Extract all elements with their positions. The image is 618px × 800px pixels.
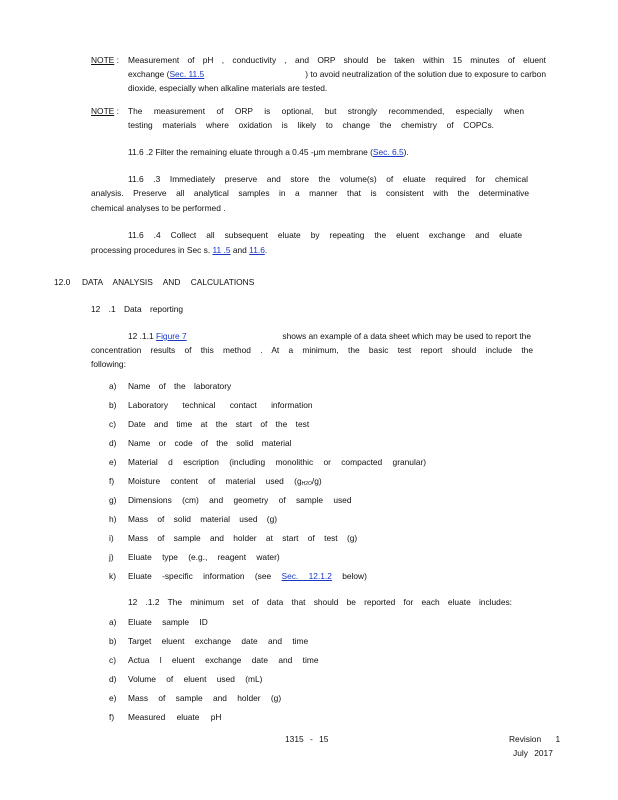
- list-item: f) Moisture content of material used $(g_{H2O}/g)$: [109, 476, 322, 487]
- paragraph-line: concentration results of this method . At a minimum, the basic test report should include the: [91, 345, 533, 355]
- list-item: f) Measured eluate pH: [109, 712, 222, 722]
- note-text-line: dioxide, especially when alkaline materials are tested.: [128, 83, 328, 93]
- list-item: b) Target eluent exchange date and time: [109, 636, 309, 646]
- list-item: b) Laboratory technical contact information: [109, 400, 313, 410]
- list-item: a) Eluate sample ID: [109, 617, 208, 627]
- page-number: 1315 - 15: [285, 734, 329, 744]
- note-text-line: testing materials where oxidation is likely to change the chemistry of COPCs.: [128, 120, 494, 130]
- paragraph-line: processing procedures in Sec s. 11 .5 and 11.6.: [91, 245, 268, 255]
- section-title: DATA ANALYSIS AND CALCULATIONS: [82, 277, 255, 287]
- list-item: e) Mass of sample and holder (g): [109, 693, 282, 703]
- paragraph-line: analysis. Preserve all analytical samples in a manner that is consistent with the determinative: [91, 188, 529, 198]
- list-item: e) Material d escription (including monolithic or compacted granular): [109, 457, 427, 467]
- sec-6-5-link[interactable]: Sec. 6.5: [372, 147, 404, 157]
- paragraph-line: 12 .1.1 Figure 7 shows an example of a data sheet which may be used to report the: [128, 331, 531, 341]
- list-item: k) Eluate -specific information (see Sec. 12.1.2 below): [109, 571, 367, 581]
- paragraph-line: following:: [91, 359, 126, 369]
- paragraph-line: 11.6 .4 Collect all subsequent eluate by repeating the eluent exchange and eluate: [128, 230, 522, 240]
- note-text-line: Measurement of pH , conductivity , and ORP should be taken within 15 minutes of eluent: [128, 55, 546, 65]
- paragraph-line: 12 .1.2 The minimum set of data that should be reported for each eluate includes:: [128, 597, 512, 607]
- revision-label: Revision 1: [509, 734, 561, 744]
- paragraph-11-6-2: 11.6 .2 Filter the remaining eluate through a 0.45 -μm membrane (Sec. 6.5).: [128, 147, 409, 157]
- paragraph-line: 11.6 .3 Immediately preserve and store the volume(s) of eluate required for chemical: [128, 174, 528, 184]
- list-item: i) Mass of sample and holder at start of test (g): [109, 533, 358, 543]
- note-text-line: The measurement of ORP is optional, but strongly recommended, especially when: [128, 106, 524, 116]
- section-number: 12.0: [54, 277, 71, 287]
- list-item: c) Date and time at the start of the test: [109, 419, 310, 429]
- list-item: d) Name or code of the solid material: [109, 438, 292, 448]
- sec-12-1-2-link[interactable]: Sec. 12.1.2: [281, 571, 332, 581]
- list-item: a) Name of the laboratory: [109, 381, 232, 391]
- list-item: c) Actua l eluent exchange date and time: [109, 655, 319, 665]
- sec-11-5-link[interactable]: 11 .5: [212, 245, 231, 255]
- sec-11-6-link[interactable]: 11.6: [249, 245, 265, 255]
- note-text-line: exchange (Sec. 11.5 ) to avoid neutralization of the solution due to exposure to carbon: [128, 69, 546, 79]
- list-item: d) Volume of eluent used (mL): [109, 674, 263, 684]
- note-label: NOTE :: [91, 106, 119, 116]
- paragraph-line: chemical analyses to be performed .: [91, 203, 226, 213]
- figure-7-link[interactable]: Figure 7: [155, 331, 187, 341]
- subsection-heading: 12 .1 Data reporting: [91, 304, 184, 314]
- list-item: j) Eluate type (e.g., reagent water): [109, 552, 280, 562]
- sec-11-5-link[interactable]: Sec. 11.5: [169, 69, 205, 79]
- list-item: g) Dimensions (cm) and geometry of sample used: [109, 495, 352, 505]
- note-label: NOTE :: [91, 55, 119, 65]
- revision-date: July 2017: [513, 748, 553, 758]
- list-item: h) Mass of solid material used (g): [109, 514, 278, 524]
